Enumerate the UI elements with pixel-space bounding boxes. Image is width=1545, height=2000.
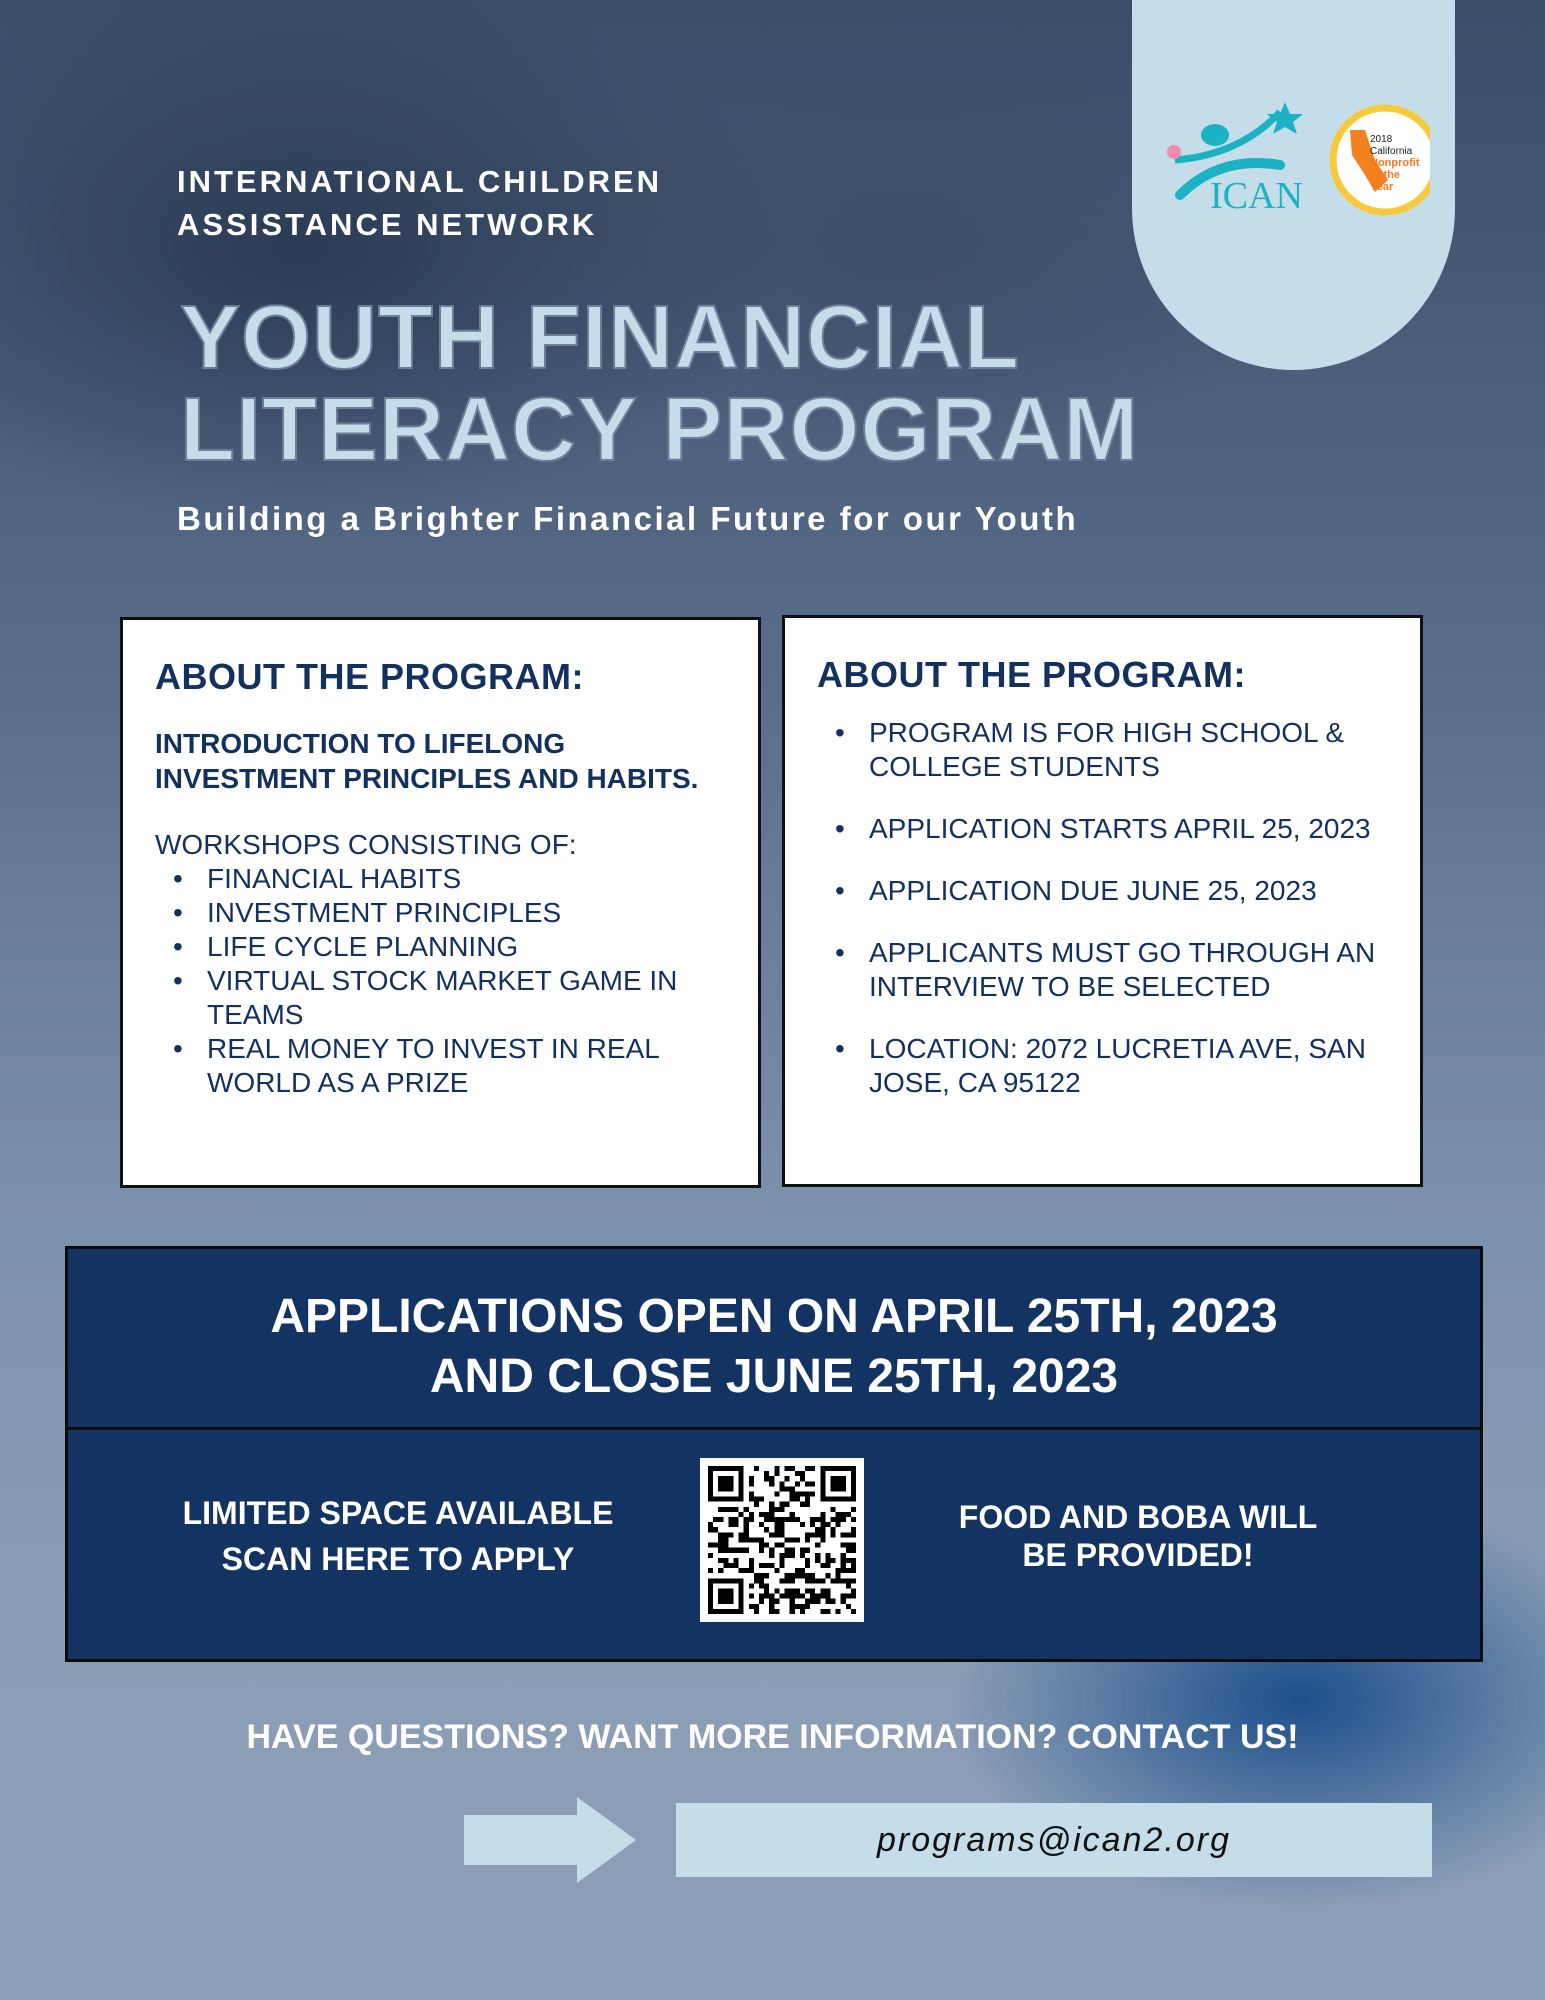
- food-text: FOOD AND BOBA WILL BE PROVIDED!: [958, 1499, 1318, 1573]
- email-link[interactable]: programs@ican2.org: [676, 1803, 1432, 1877]
- svg-text:of the: of the: [1370, 169, 1400, 181]
- title-line: LITERACY PROGRAM: [180, 380, 1140, 480]
- list-item: • VIRTUAL STOCK MARKET GAME IN TEAMS: [155, 964, 728, 1032]
- list-item: • INVESTMENT PRINCIPLES: [155, 896, 728, 930]
- intro-text: INTRODUCTION TO LIFELONG INVESTMENT PRINCIPLES AND HABITS.: [155, 728, 699, 794]
- logo-panel: [1132, 0, 1455, 370]
- list-item: • APPLICANTS MUST GO THROUGH AN INTERVIEW TO BE SELECTED: [817, 936, 1390, 1004]
- arrow-right-icon: [464, 1797, 636, 1883]
- svg-text:Nonprofit: Nonprofit: [1370, 157, 1420, 169]
- svg-text:California: California: [1370, 146, 1413, 157]
- ican-logo-text: ICAN: [1210, 175, 1303, 217]
- applications-banner: [65, 1246, 1483, 1662]
- list-item: • FINANCIAL HABITS: [155, 862, 728, 896]
- svg-text:Year: Year: [1370, 181, 1394, 193]
- list-item: • LOCATION: 2072 LUCRETIA AVE, SAN JOSE, CA 95122: [817, 1032, 1390, 1100]
- list-item: • APPLICATION DUE JUNE 25, 2023: [817, 874, 1390, 908]
- org-line: INTERNATIONAL CHILDREN: [177, 164, 663, 199]
- box-heading: ABOUT THE PROGRAM:: [155, 656, 584, 697]
- about-box-left: [120, 617, 761, 1188]
- org-line: ASSISTANCE NETWORK: [177, 207, 598, 242]
- list-item: • REAL MONEY TO INVEST IN REAL WORLD AS A PRIZE: [155, 1032, 728, 1100]
- workshop-list: [155, 862, 728, 1100]
- organization-name: [177, 160, 662, 246]
- list-item: • APPLICATION STARTS APRIL 25, 2023: [817, 812, 1390, 846]
- about-box-right: [782, 615, 1423, 1187]
- subtitle: Building a Brighter Financial Future for our Youth: [177, 500, 1079, 537]
- list-item: • PROGRAM IS FOR HIGH SCHOOL & COLLEGE STUDENTS: [817, 716, 1390, 784]
- banner-heading: APPLICATIONS OPEN ON APRIL 25TH, 2023 AND CLOSE JUNE 25TH, 2023: [270, 1290, 1278, 1403]
- qr-code[interactable]: [700, 1458, 864, 1622]
- details-list: [817, 716, 1390, 1100]
- svg-text:2018: 2018: [1370, 134, 1393, 145]
- box-heading: ABOUT THE PROGRAM:: [817, 654, 1246, 695]
- contact-heading: HAVE QUESTIONS? WANT MORE INFORMATION? CONTACT US!: [246, 1718, 1299, 1756]
- page-title: [180, 288, 1140, 480]
- list-item: • LIFE CYCLE PLANNING: [155, 930, 728, 964]
- ican-logo: [1160, 100, 1430, 220]
- title-line: YOUTH FINANCIAL: [180, 288, 1020, 388]
- workshops-label: WORKSHOPS CONSISTING OF:: [155, 829, 577, 860]
- divider: [68, 1427, 1480, 1430]
- apply-text: LIMITED SPACE AVAILABLE SCAN HERE TO APPLY: [182, 1495, 614, 1577]
